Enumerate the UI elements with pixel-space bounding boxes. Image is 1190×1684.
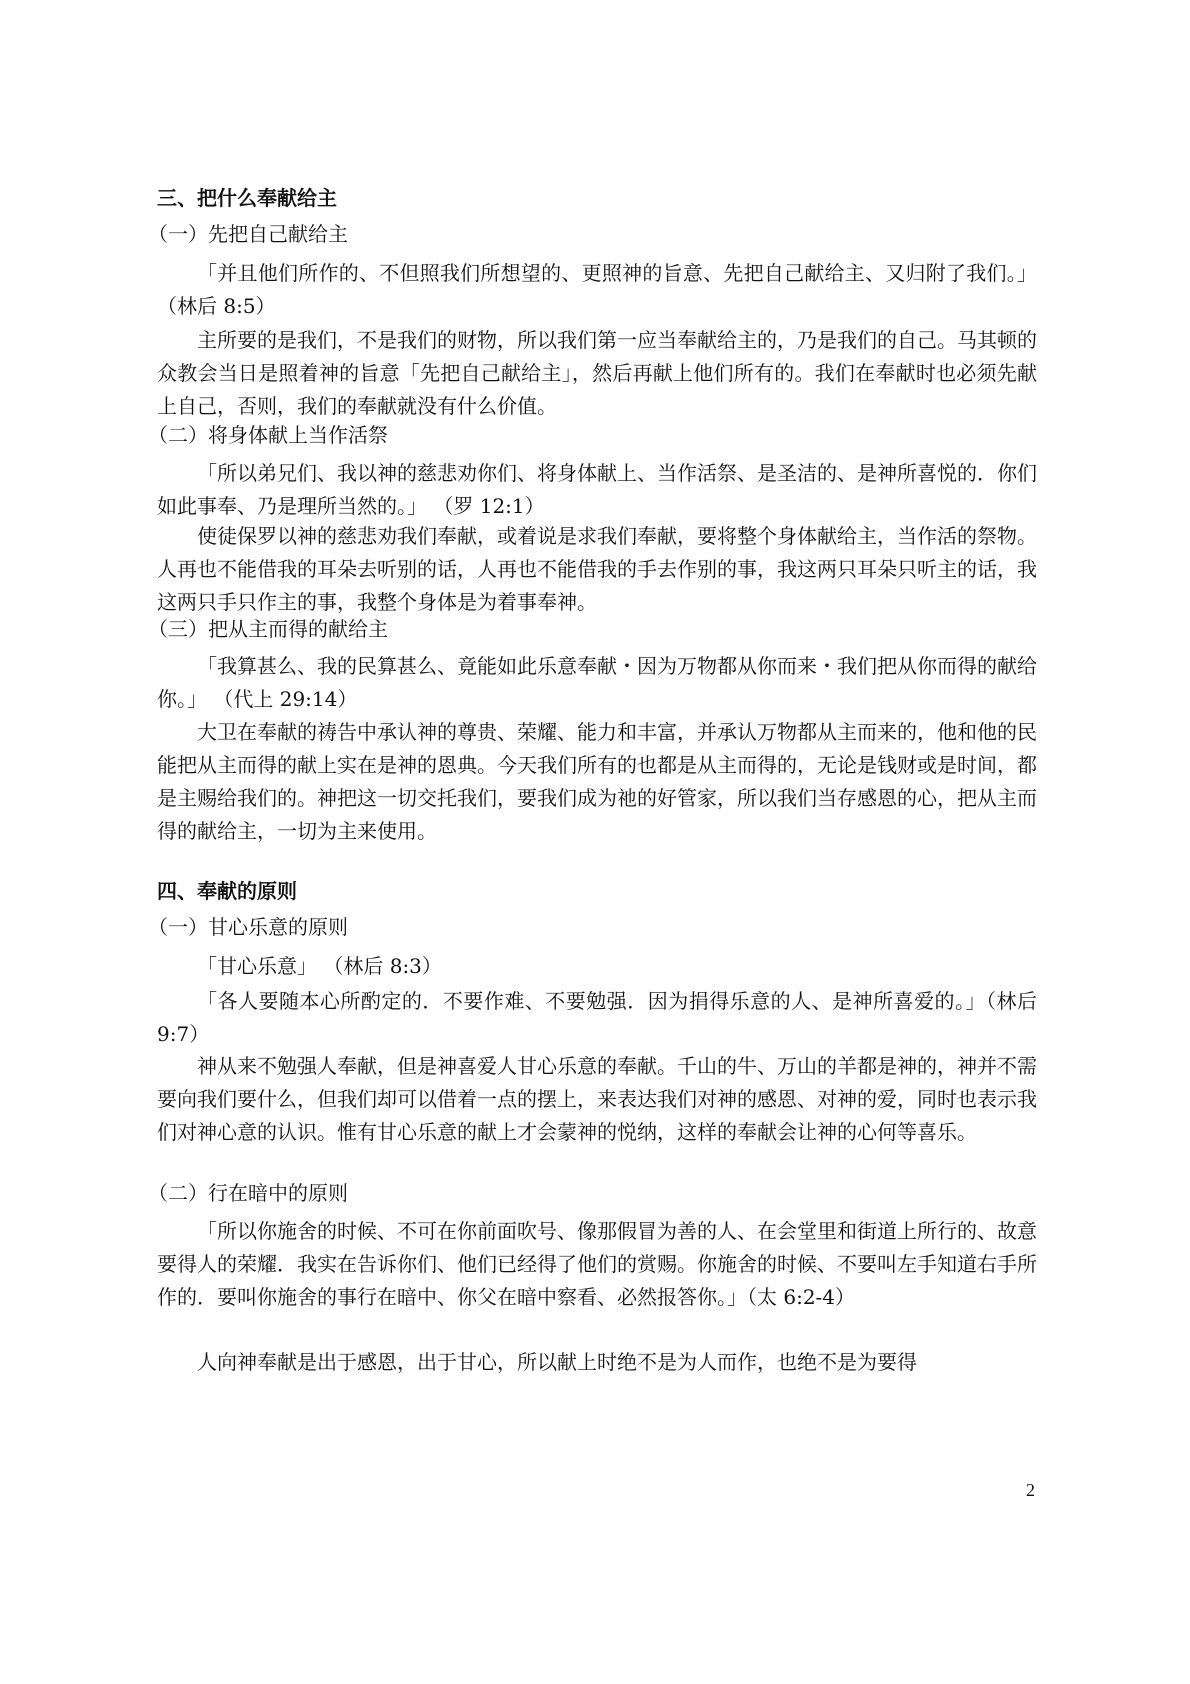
paragraph-body: 人向神奉献是出于感恩，出于甘心，所以献上时绝不是为人而作，也绝不是为要得 <box>197 1350 917 1374</box>
paragraph-quote: 「所以你施舍的时候、不可在你前面吹号、像那假冒为善的人、在会堂里和街道上所行的、故意要得人的荣耀．我实在告诉你们、他们已经得了他们的赏赐。你施舍的时候、不要叫左手知道右手所作的．要叫你施舍的事行在暗中、你父在暗中察看、必然报答你。」（太 6:2-4） <box>157 1219 1037 1309</box>
paragraph-quote: 「并且他们所作的、不但照我们所想望的、更照神的旨意、先把自己献给主、又归附了我们。」 （林后 8:5） <box>157 261 1037 318</box>
paragraph <box>157 457 1037 523</box>
section-heading-4: 四、奉献的原则 <box>157 879 297 903</box>
paragraph <box>157 324 1037 423</box>
paragraph-body: 使徒保罗以神的慈悲劝我们奉献，或着说是求我们奉献，要将整个身体献给主，当作活的祭物。人再也不能借我的耳朵去听别的话，人再也不能借我的手去作别的事，我这两只耳朵只听主的话，我这两只手只作主的事，我整个身体是为着事奉神。 <box>157 524 1037 614</box>
paragraph <box>157 716 1037 848</box>
section-heading-3: 三、把什么奉献给主 <box>157 186 337 210</box>
paragraph <box>157 650 1037 716</box>
paragraph-body: 主所要的是我们，不是我们的财物，所以我们第一应当奉献给主的，乃是我们的自己。马其顿的众教会当日是照着神的旨意「先把自己献给主」，然后再献上他们所有的。我们在奉献时也必须先献上自己，否则，我们的奉献就没有什么价值。 <box>157 328 1037 418</box>
subsection-title <box>148 614 1028 644</box>
subsection-title-4-1: （一）甘心乐意的原则 <box>148 915 348 939</box>
paragraph <box>157 257 1037 323</box>
paragraph <box>157 950 1037 983</box>
page-number: 2 <box>1026 1480 1035 1500</box>
subsection-title <box>148 1178 1028 1208</box>
subsection-title-4-2: （二）行在暗中的原则 <box>148 1181 348 1205</box>
subsection-title <box>148 912 1028 942</box>
paragraph-body: 大卫在奉献的祷告中承认神的尊贵、荣耀、能力和丰富，并承认万物都从主而来的，他和他的民能把从主而得的献上实在是神的恩典。今天我们所有的也都是从主而得的，无论是钱财或是时间，都是主赐给我们的。神把这一切交托我们，要我们成为祂的好管家，所以我们当存感恩的心，把从主而得的献给主，一切为主来使用。 <box>157 720 1037 843</box>
subsection-title-3-2: （二）将身体献上当作活祭 <box>148 423 388 447</box>
paragraph <box>157 520 1037 619</box>
section-heading <box>157 183 1037 213</box>
paragraph <box>157 985 1037 1051</box>
section-heading <box>157 876 1037 906</box>
paragraph-quote: 「我算甚么、我的民算甚么、竟能如此乐意奉献・因为万物都从你而来・我们把从你而得的献给你。」 （代上 29:14） <box>157 654 1037 711</box>
paragraph-quote: 「甘心乐意」 （林后 8:3） <box>197 954 442 978</box>
paragraph-quote: 「所以弟兄们、我以神的慈悲劝你们、将身体献上、当作活祭、是圣洁的、是神所喜悦的．你们如此事奉、乃是理所当然的。」 （罗 12:1） <box>157 461 1037 518</box>
paragraph <box>157 1346 1037 1379</box>
subsection-title-3-3: （三）把从主而得的献给主 <box>148 617 388 641</box>
subsection-title-3-1: （一）先把自己献给主 <box>148 222 348 246</box>
paragraph <box>157 1215 1037 1314</box>
paragraph-quote: 「各人要随本心所酌定的．不要作难、不要勉强．因为捐得乐意的人、是神所喜爱的。」（林后 9:7） <box>157 989 1037 1046</box>
subsection-title <box>148 420 1028 450</box>
subsection-title <box>148 219 1028 249</box>
paragraph <box>157 1050 1037 1149</box>
paragraph-body: 神从来不勉强人奉献，但是神喜爱人甘心乐意的奉献。千山的牛、万山的羊都是神的，神并不需要向我们要什么，但我们却可以借着一点的摆上，来表达我们对神的感恩、对神的爱，同时也表示我们对神心意的认识。惟有甘心乐意的献上才会蒙神的悦纳，这样的奉献会让神的心何等喜乐。 <box>157 1054 1037 1144</box>
